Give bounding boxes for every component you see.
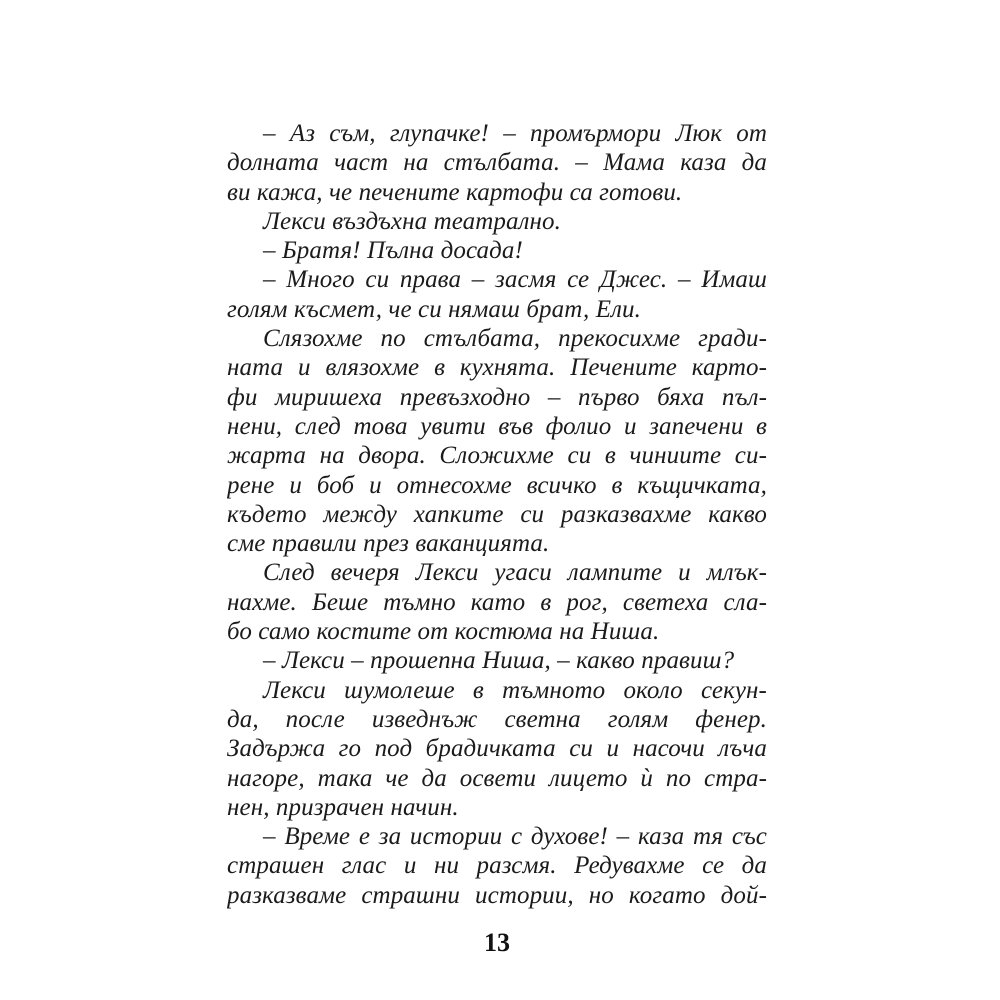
- paragraph: [227, 822, 767, 910]
- paragraph: [227, 646, 767, 675]
- text-line: След вечеря Лекси угаси лампите и млък-: [263, 559, 767, 587]
- text-line: жарта на двора. Сложихме си в чиниите си-: [227, 442, 767, 470]
- text-line: сме правили през ваканцията.: [227, 530, 550, 558]
- page-number: 13: [484, 928, 510, 957]
- paragraph: [227, 265, 767, 324]
- text-line: нен, призрачен начин.: [227, 793, 459, 821]
- paragraph: [227, 676, 767, 822]
- text-line: да, после изведнъж светна голям фенер.: [227, 705, 767, 733]
- text-line: Лекси шумолеше в тъмното около секун-: [263, 676, 767, 704]
- paragraph: [227, 119, 767, 207]
- text-line: Задържа го под брадичката си и насочи лъча: [227, 735, 767, 763]
- text-line: нагоре, така че да освети лицето ѝ по стра-: [227, 764, 767, 792]
- text-line: страшен глас и ни разсмя. Редувахме се да: [227, 852, 767, 880]
- text-line: Лекси въздъхна театрално.: [263, 207, 562, 235]
- text-line: ната и влязохме в кухнята. Печените карто-: [227, 354, 767, 382]
- text-line: – Аз съм, глупачке! – промърмори Люк от: [263, 120, 767, 147]
- paragraph: [227, 558, 767, 646]
- text-line: бо само костите от костюма на Ниша.: [227, 618, 660, 646]
- text-line: долната част на стълбата. – Мама каза да: [227, 149, 767, 177]
- text-line: голям късмет, че си нямаш брат, Ели.: [227, 295, 642, 323]
- text-line: нахме. Беше тъмно като в рог, светеха сла-: [227, 588, 767, 616]
- paragraph: [227, 324, 767, 558]
- text-line: рене и боб и отнесохме всичко в къщичката,: [227, 471, 767, 499]
- paragraph: [227, 207, 767, 236]
- text-line: – Братя! Пълна досада!: [263, 237, 523, 265]
- text-line: разказваме страшни истории, но когато дой-: [227, 881, 767, 909]
- text-line: фи миришеха превъзходно – първо бяха пъл-: [227, 383, 767, 411]
- text-line: – Време е за истории с духове! – каза тя със: [263, 823, 767, 851]
- text-line: Слязохме по стълбата, прекосихме гради-: [263, 325, 767, 353]
- text-line: нени, след това увити във фолио и запечени в: [227, 412, 767, 440]
- paragraph: [227, 236, 767, 265]
- text-line: ви кажа, че печените картофи са готови.: [227, 178, 683, 206]
- text-line: – Много си права – засмя се Джес. – Имаш: [263, 266, 767, 294]
- text-line: – Лекси – прошепна Ниша, – какво правиш?: [263, 647, 735, 675]
- page-text: [227, 119, 767, 910]
- text-line: където между хапките си разказвахме какво: [227, 500, 767, 528]
